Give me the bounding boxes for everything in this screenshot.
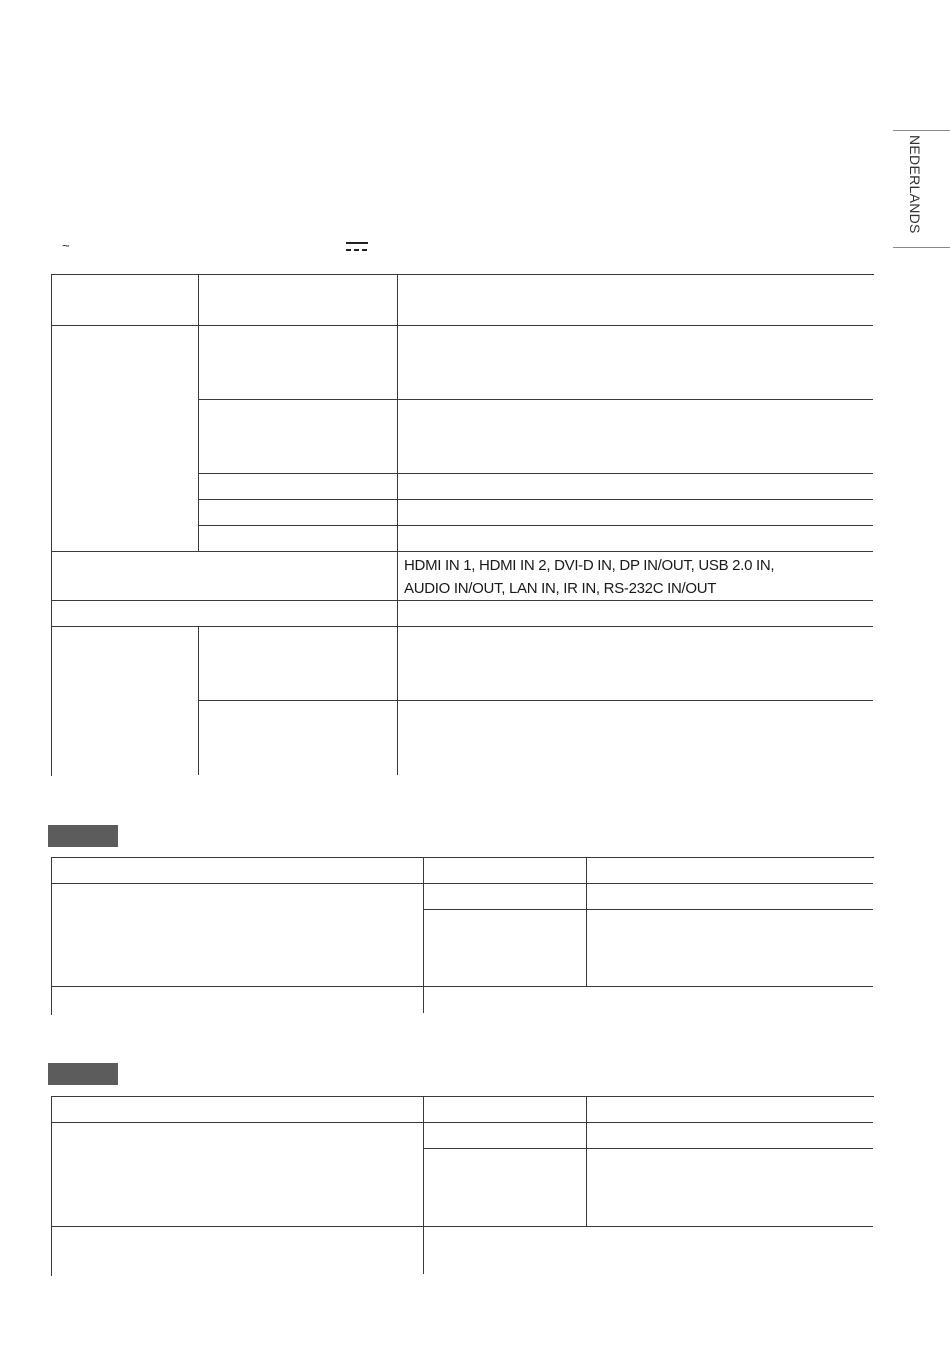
table-cell — [52, 627, 199, 775]
table-cell — [52, 552, 398, 601]
dc-symbol-icon — [346, 240, 368, 254]
table-cell — [52, 987, 424, 1013]
table-cell — [398, 474, 873, 500]
table-cell — [52, 1227, 424, 1274]
table-cell — [587, 858, 873, 884]
table-cell — [199, 400, 398, 474]
table-cell — [398, 627, 873, 701]
table-cell — [424, 858, 587, 884]
table-cell — [424, 1227, 873, 1274]
table-cell — [398, 500, 873, 526]
table-cell — [52, 1123, 424, 1227]
table-cell — [424, 884, 587, 910]
table-cell — [199, 474, 398, 500]
table-cell — [52, 326, 199, 552]
section-label-block — [48, 825, 118, 847]
table-cell — [424, 1149, 587, 1227]
table-cell — [587, 910, 873, 987]
table-cell — [398, 326, 873, 400]
table-cell — [424, 910, 587, 987]
table-cell — [398, 275, 873, 326]
table-cell — [199, 701, 398, 775]
connectors-cell — [398, 552, 873, 601]
table-cell — [199, 275, 398, 326]
specs-table-main — [51, 274, 874, 776]
connectors-line-2: AUDIO IN/OUT, LAN IN, IR IN, RS-232C IN/OUT — [404, 580, 717, 597]
table-cell — [398, 601, 873, 627]
table-cell — [398, 701, 873, 775]
specs-table-secondary — [51, 857, 874, 1015]
ac-symbol-icon: ~ — [62, 238, 70, 253]
table-cell — [199, 627, 398, 701]
table-cell — [587, 1149, 873, 1227]
table-cell — [424, 1097, 587, 1123]
table-cell — [199, 326, 398, 400]
table-cell — [52, 858, 424, 884]
table-cell — [587, 1097, 873, 1123]
table-cell — [587, 1123, 873, 1149]
table-cell — [199, 500, 398, 526]
language-label: NEDERLANDS — [907, 135, 923, 234]
table-cell — [398, 400, 873, 474]
table-cell — [199, 526, 398, 552]
table-cell — [52, 601, 398, 627]
language-side-tab — [893, 130, 950, 248]
section-label-block — [48, 1063, 118, 1085]
connectors-line-1: HDMI IN 1, HDMI IN 2, DVI-D IN, DP IN/OUT, USB 2.0 IN, — [404, 557, 775, 574]
specs-table-tertiary — [51, 1096, 874, 1276]
table-cell — [52, 1097, 424, 1123]
table-cell — [398, 526, 873, 552]
table-cell — [424, 1123, 587, 1149]
table-cell — [52, 275, 199, 326]
table-cell — [424, 987, 873, 1013]
table-cell — [52, 884, 424, 987]
table-cell — [587, 884, 873, 910]
